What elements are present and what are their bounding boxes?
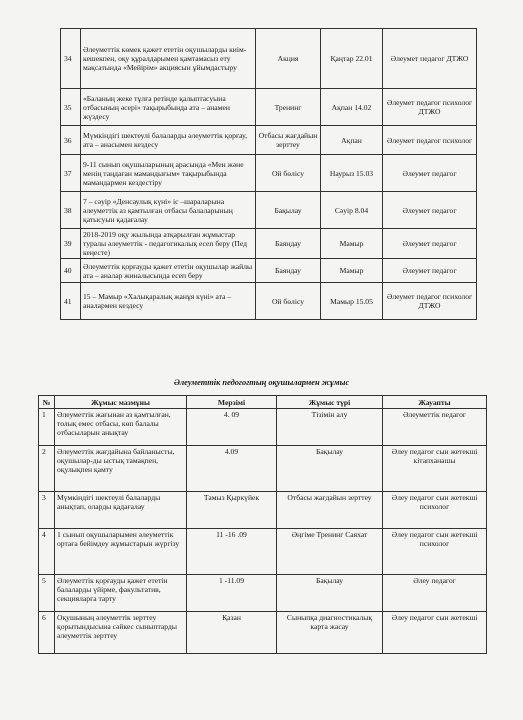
table-row (61, 155, 477, 192)
row-number: 38 (61, 192, 81, 229)
responsible: Әлеумет педагог (383, 155, 477, 192)
row-number: 40 (61, 259, 81, 283)
event-date: Қаңтар 22.01 (321, 29, 383, 89)
work-term: Қазан (187, 612, 277, 654)
event-description: «Баланың жеке тұлға ретінде қалыптасуына отбасының әсері» тақырыбында ата – анамен жүздесу (81, 89, 256, 126)
work-type: Тізімін алу (277, 409, 383, 446)
work-term: 4.09 (187, 446, 277, 492)
table-row (39, 529, 487, 575)
section-title: Әлеуметтік педогогтың оқушылармен жұмыс (173, 378, 350, 387)
row-number: 34 (61, 29, 81, 89)
work-content: 1 сынып оқушыларымен әлеуметтік ортаға бейімдеу жұмыстарын жүргізу (55, 529, 187, 575)
row-number: 4 (39, 529, 55, 575)
event-form: Акция (256, 29, 321, 89)
event-description: 15 – Мамыр «Халықаралық жанұя күні» ата – аналармен кездесу (81, 283, 256, 320)
work-term: 4. 09 (187, 409, 277, 446)
row-number: 6 (39, 612, 55, 654)
event-description: Мүмкіндігі шектеулі балаларды әлеуметтік қорғау, ата – анасымен кездесу (81, 126, 256, 155)
table-row (61, 229, 477, 259)
responsible: Әлеумет педагог психолог ДТЖО (383, 283, 477, 320)
event-form: Тренинг (256, 89, 321, 126)
table-row (39, 612, 487, 654)
responsible: Әлеумет педагог (383, 259, 477, 283)
row-number: 5 (39, 575, 55, 612)
header-type: Жұмыс түрі (277, 396, 383, 409)
responsible: Әлеу педагог сын жетекші психолог (383, 529, 487, 575)
event-form: Баяндау (256, 229, 321, 259)
header-content: Жұмыс мазмұны (55, 396, 187, 409)
work-type: Бақылау (277, 575, 383, 612)
work-term: 11 -16 .09 (187, 529, 277, 575)
event-form: Отбасы жағдайын зерттеу (256, 126, 321, 155)
responsible: Әлеумет педагог (383, 192, 477, 229)
event-date: Сәуір 8.04 (321, 192, 383, 229)
row-number: 3 (39, 492, 55, 529)
responsible: Әлеу педагог сын жетекші (383, 612, 487, 654)
responsible: Әлеумет педагог психолог (383, 126, 477, 155)
row-number: 2 (39, 446, 55, 492)
table-row (39, 409, 487, 446)
table-row (61, 89, 477, 126)
row-number: 1 (39, 409, 55, 446)
header-num: № (39, 396, 55, 409)
table-row (61, 283, 477, 320)
event-date: Мамыр (321, 229, 383, 259)
row-number: 41 (61, 283, 81, 320)
table-header-row (39, 396, 487, 409)
row-number: 36 (61, 126, 81, 155)
header-responsible: Жауапты (383, 396, 487, 409)
event-form: Бақылау (256, 192, 321, 229)
events-table (60, 28, 477, 320)
work-type: Отбасы жағдайын зерттеу (277, 492, 383, 529)
responsible: Әлеу педагог сын жетекші психолог (383, 492, 487, 529)
event-form: Баяндау (256, 259, 321, 283)
work-content: Әлеуметтік қорғауды қажет ететін балаларды үйірме, факультатив, секцияларға тарту (55, 575, 187, 612)
work-type: Әңгіме Тренинг Саяхат (277, 529, 383, 575)
header-term: Мерзімі (187, 396, 277, 409)
table-row (61, 29, 477, 89)
event-date: Ақпан (321, 126, 383, 155)
table-row (61, 259, 477, 283)
event-date: Мамыр (321, 259, 383, 283)
work-content: Мүмкіндігі шектеулі балаларды анықтап, оларды қадағалау (55, 492, 187, 529)
event-description: 9-11 сынып оқушыларының арасында «Мен және менің таңдаған мамандығым» тақырыбында мамандармен кездестіру (81, 155, 256, 192)
table-row (61, 126, 477, 155)
row-number: 39 (61, 229, 81, 259)
student-work-table (38, 395, 487, 654)
work-type: Сыныпқа диагностикалық карта жасау (277, 612, 383, 654)
event-date: Ақпан 14.02 (321, 89, 383, 126)
event-form: Ой бөлісу (256, 283, 321, 320)
event-description: 7 – сәуір «Денсаулық күні» іс –шараларына әлеуметтік аз қамтылған отбасы балаларының қатысуын қадағалау (81, 192, 256, 229)
table-row (61, 192, 477, 229)
event-description: Әлеуметтік қорғауды қажет ететін оқушылар жайлы ата – аналар жиналысында есеп беру (81, 259, 256, 283)
table-row (39, 446, 487, 492)
work-content: Әлеуметтік жағдайына байланысты, оқушылар-ды ыстық тамақпен, оқулықпен қамту (55, 446, 187, 492)
event-description: Әлеуметтік көмек қажет ететін оқушыларды киім-кешекпен, оқу құралдарымен қамтамасыз ету мақсатында «Мейірім» акциясын ұйымдастыру (81, 29, 256, 89)
responsible: Әлеумет педагог психолог ДТЖО (383, 89, 477, 126)
event-date: Мамыр 15.05 (321, 283, 383, 320)
responsible: Әлеумет педагог (383, 229, 477, 259)
work-term: 1 -11.09 (187, 575, 277, 612)
table-row (39, 492, 487, 529)
work-content: Әлеуметтік жағынан аз қамтылған, толық емес отбасы, көп балалы отбасыларын анықтау (55, 409, 187, 446)
student-work-table-body (39, 409, 487, 654)
work-content: Оқушының әлеуметтік зерттеу қорытындысына сәйкес сыныптарды әлеуметтік зерттеу (55, 612, 187, 654)
responsible: Әлеу педагог сын жетекші кітапханашы (383, 446, 487, 492)
event-description: 2018-2019 оқу жылында атқарылған жұмыстар туралы әлеуметтік - педагогикалық есеп беру (Пед кеңесте) (81, 229, 256, 259)
work-type: Бақылау (277, 446, 383, 492)
responsible: Әлеумет педагог ДТЖО (383, 29, 477, 89)
row-number: 35 (61, 89, 81, 126)
work-term: Тамыз Қыркүйек (187, 492, 277, 529)
row-number: 37 (61, 155, 81, 192)
table-row (39, 575, 487, 612)
responsible: Әлеуметтік педагог (383, 409, 487, 446)
event-date: Наурыз 15.03 (321, 155, 383, 192)
event-form: Ой бөлісу (256, 155, 321, 192)
events-table-body (61, 29, 477, 320)
responsible: Әлеу педагог (383, 575, 487, 612)
